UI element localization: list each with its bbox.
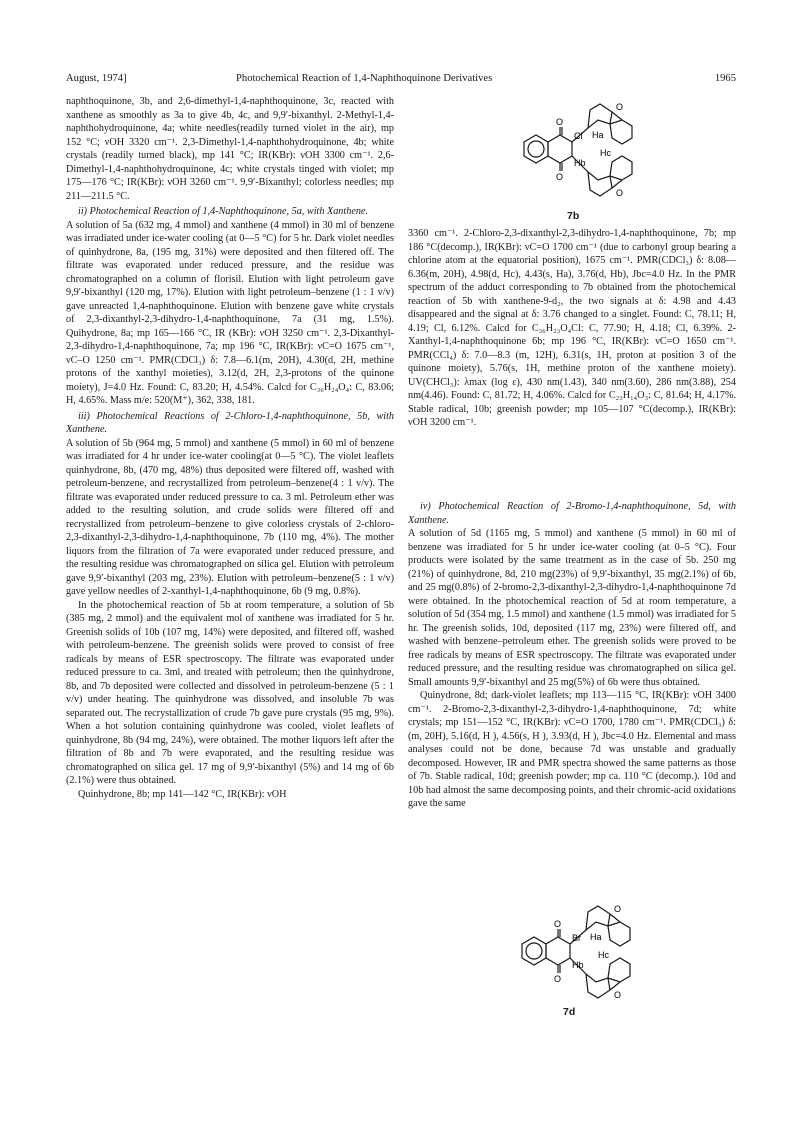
xanthene-oxygen-bottom: O xyxy=(614,990,622,1000)
h-top-label: Ha xyxy=(592,130,604,140)
structure-7b-drawing xyxy=(512,96,642,212)
section-iii-heading: iii) Photochemical Reactions of 2-Chloro-1,4-naphthoquinone, 5b, with Xanthene. xyxy=(66,410,394,435)
structure-7d-label: 7d xyxy=(563,1006,576,1018)
paragraph-quinydrone-8d: Quinydrone, 8d; dark-violet leaflets; mp 113—115 °C, IR(KBr): νOH 3400 cm⁻¹. 2-Bromo-2,3-dixanthyl-2,3-dihydro-1,4-naphthoquinone, 7d; white crystals; mp 151—152 °C, IR(KBr): νC=O 1700, 1780 cm⁻¹. PMR(CDCl₃) δ: (m, 20H), 5.16(d, H ), 4.56(s, H ), 3.93(d, H ), Jbc=4.0 Hz. Elemental and mass analyses could not be done, because 7d was unstable and gradually decomposed. However, IR and PMR spectra showed the same patterns as those of 7b. Stable radical, 10d; greenish powder; mp ca. 110 °C (decomp.). 10d and 10b had almost the same decomposing points, and their chromic-acid oxidations gave the same xyxy=(408,690,736,809)
h-bot-label: Hb xyxy=(572,960,584,970)
structure-7d-drawing xyxy=(510,898,640,1010)
section-iv-heading: iv) Photochemical Reaction of 2-Bromo-1,4-naphthoquinone, 5d, with Xanthene. xyxy=(408,501,736,526)
left-column xyxy=(66,95,394,801)
page-number: 1965 xyxy=(714,73,736,84)
right-column-lower xyxy=(408,498,736,811)
structure-7b-label: 7b xyxy=(567,210,580,222)
section-ii-heading: ii) Photochemical Reaction of 1,4-Naphthoquinone, 5a, with Xanthene. xyxy=(78,206,369,217)
running-header xyxy=(66,73,736,89)
header-date: August, 1974] xyxy=(66,73,127,84)
h-bot-label: Hb xyxy=(574,158,586,168)
xanthene-oxygen-bottom: O xyxy=(616,188,624,198)
oxygen-bottom-atom: O xyxy=(556,172,564,182)
paragraph-7b-data: 3360 cm⁻¹. 2-Chloro-2,3-dixanthyl-2,3-dihydro-1,4-naphthoquinone, 7b; mp 186 °C(decomp.), IR(KBr): νC=O 1700 cm⁻¹ (due to carbonyl group bearing a chlorine atom at the equatorial position), 1675 cm⁻¹. PMR(CDCl₃) δ: 8.08—6.36(m, 20H), 4.98(d, Hc), 4.43(s, Ha), 3.76(d, Hb), Jbc=4.0 Hz. In the PMR spectrum of the adduct corresponding to 7b obtained from the photochemical reaction of 5b with xanthene-9-d₂, the two signals at δ: 4.98 and 4.43 disappeared and the signal at δ: 3.76 changed to a singlet. Found: C, 78.11; H, 4.19; Cl, 6.12%. Calcd for C₃₆H₂₃O₄Cl: C, 77.90; H, 4.18; Cl, 6.39%. 2-Xanthyl-1,4-naphthoquinone 6b; mp 196 °C, IR(KBr): νC=O 1650 cm⁻¹. PMR(CCl₄) δ: 7.0—8.3 (m, 12H), 6.31(s, 1H, proton at position 3 of the quinone moiety), 5.76(s, 1H, methine proton of the xanthene moiety). UV(CHCl₃): λmax (log ε), 430 nm(1.43), 340 nm(3.60), 286 nm(3.88), 254 nm(4.46). Found: C, 81.72; H, 4.06%. Calcd for C₂₃H₁₄O₃: C, 81.64; H, 4.17%. Stable radical, 10b; greenish powder; mp 105—107 °C(decomp.), IR(KBr): νOH 3200 cm⁻¹. xyxy=(408,228,736,428)
xanthene-oxygen-top: O xyxy=(616,102,624,112)
structure-7b xyxy=(512,96,642,224)
h-mid-label: Hc xyxy=(598,950,609,960)
paragraph-section-iv: A solution of 5d (1165 mg, 5 mmol) and xanthene (5 mmol) in 60 ml of benzene was irradiated for 5 hr under ice-water cooling (at 0–5 °C). Four products were isolated by the same treatment as in the case of 5b. 250 mg (21%) of quinhydrone, 8d, 210 mg(23%) of 9,9′-bixanthyl, 35 mg(2.1%) of 6b, and 25 mg(0.8%) of 2-bromo-2,3-dixanthyl-2,3-dihydro-1,4-naphthoquinone 7d were obtained. In the photochemical reaction of 5d at room temperature, a solution of 5d (354 mg, 1.5 mmol) and xanthene (1.5 mmol) was irradiated for 5 hr. The greenish solids, 10d, deposited (117 mg, 23%) were filtered off, and washed with benzene–petroleum ether. The greenish solids were proved to be free radicals by means of ESR spectroscopy. The filtrate was evaporated under reduced pressure, and the resulting residue was chromatographed on silica gel. Small amounts 9,9′-bixanthyl and 25 mg(5%) of 6b were thus obtained. xyxy=(408,528,736,688)
h-top-label: Ha xyxy=(590,932,602,942)
oxygen-top-atom: O xyxy=(554,919,562,929)
right-column-top xyxy=(408,227,736,430)
paragraph-section-ii: A solution of 5a (632 mg, 4 mmol) and xanthene (4 mmol) in 30 ml of benzene was irradiated under ice-water cooling (at 0—5 °C) for 5 hr. Dark violet needles of quinhydrone, 8a, (195 mg, 31%) were deposited and then filtered off. The filtrate was evaporated under reduced pressure, and the residue was chromatographed on a column of florisil. Elution with light petroleum gave 9,9′-bixanthyl (120 mg, 17%). Elution with light petroleum–benzene (1 : 1 v/v) gave unreacted 1,4-naphthoquinone. Elution with benzene gave white crystals of 2,3-dixanthyl-2,3-dihydro-1,4-naphthoquinone, 7a (31 mg, 1.5%). Quihydrone, 8a; mp 165—166 °C, IR (KBr): νOH 3250 cm⁻¹. 2,3-Dixanthyl-2,3-dihydro-1,4-naphthoquinone, 7a; mp 196 °C, IR(KBr): νC=O 1675 cm⁻¹, νC–O 1250 cm⁻¹. PMR(CDCl₃) δ: 7.8—6.1(m, 20H), 4.30(d, 2H, methine protons of the xanthyl moieties), 3.12(d, 2H, 2,3-protons of the quinone moiety), J=4.0 Hz. Found: C, 83.20; H, 4.54%. Calcd for C₃₆H₂₄O₄: C, 83.06; H, 4.65%. Mass m/e: 520(M⁺), 362, 338, 181. xyxy=(66,219,394,406)
header-title: Photochemical Reaction of 1,4-Naphthoquinone Derivatives xyxy=(236,73,493,84)
paragraph-room-temperature: In the photochemical reaction of 5b at room temperature, a solution of 5b (385 mg, 2 mmol) and the equivalent mol of xanthene was irradiated for 5 hr. Greenish solids of 10b (107 mg, 14%) were deposited, and filtered off, washed with petroleum-benzene. The greenish solids were proved to consist of free radicals by means of ESR spectroscopy. The filtrate was evaporated under reduced pressure to ca. 3ml, and treated with petroleum; then the quinhydrone, 8b, and 7b deposited were collected and dissolved in petroleum-benzene (5 : 1 v/v) under heating. The quinhydrone was dissolved, and insoluble 7b was separated out. The recrystallization of crude 7b gave pure crystals (95 mg, 9%). When a hot solution containing quinhydrone was cooled, violet leaflets of quinhydrone, 8b (94 mg, 24%), were obtained. The mother liquors left after the filtration of 8b and 7b were evaporated, and the resulting residue was chromatographed on silica gel. 17 mg of 9,9′-bixanthyl (5%) and 14 mg of 6b (2.1%) were thus obtained. xyxy=(66,599,394,786)
paragraph-section-iii: A solution of 5b (964 mg, 5 mmol) and xanthene (5 mmol) in 60 ml of benzene was irradiated for 4 hr under ice-water cooling(at 0—5 °C). The violet leaflets quinhydrone, 8b, (470 mg, 48%) thus deposited were filtered off, washed with petroleum-benzene, and recrystallized from petroleum–benzene(4 : 1 v/v). The filtrate was evaporated under reduced pressure to ca. 3 ml. Petroleum ether was added to the resulting solution, and crude solids were filtered off and recrystallized from petroleum–benzene to give colorless crystals of 2-chloro-2,3-dixanthyl-2,3-dihydro-1,4-naphthoquinone, 7b (110 mg, 4%). The mother liquors from the filtration of 7a were evaporated under reduced pressure, and the resulting residue was chromatographed on silica gel. Elution with petroleum gave 9,9′-bixanthyl (203 mg, 23%). Elution with petroleum–benzene(5 : 1 v/v) gave yellow needles of 2-xanthyl-1,4-naphthoquinone, 6b (9 mg, 0.8%). xyxy=(66,437,394,597)
halogen-atom: Br xyxy=(572,933,581,943)
paragraph-quinhydrone-8b: Quinhydrone, 8b; mp 141—142 °C, IR(KBr): νOH xyxy=(78,788,287,800)
xanthene-oxygen-top: O xyxy=(614,904,622,914)
structure-7d xyxy=(510,898,640,1028)
oxygen-top-atom: O xyxy=(556,117,564,127)
halogen-atom: Cl xyxy=(574,131,583,141)
paragraph-hydroquinones: naphthoquinone, 3b, and 2,6-dimethyl-1,4-naphthoquinone, 3c, reacted with xanthene as smoothly as 3a to give 4b, 4c, and 9,9′-bixanthyl. 2-Methyl-1,4-naphthohydroquinone, 4a; white needles(readily turned violet in the air), mp 152 °C; νOH 3320 cm⁻¹. 2,3-Dimethyl-1,4-naphthohydroquinone, 4b; white crystals (readily turned black), mp 141 °C; IR(KBr): νOH 3300 cm⁻¹. 2,6-Dimethyl-1,4-naphthohydroquinone, 4c; white crystals tinged with violet; mp 175—176 °C; IR(KBr): νOH 3260 cm⁻¹. 9,9′-Bixanthyl; colorless needles; mp 211—211.5 °C. xyxy=(66,96,394,202)
oxygen-bottom-atom: O xyxy=(554,974,562,984)
h-mid-label: Hc xyxy=(600,148,611,158)
